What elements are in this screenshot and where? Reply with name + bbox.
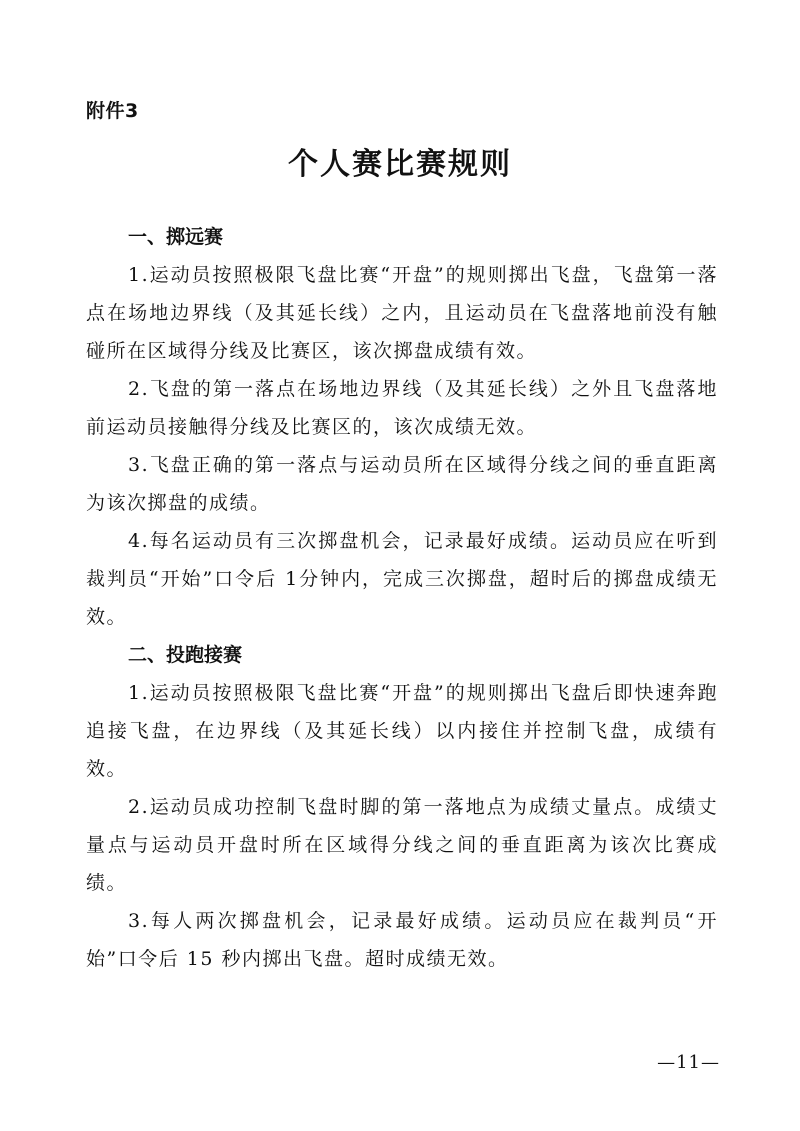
rule-paragraph: 2.飞盘的第一落点在场地边界线（及其延长线）之外且飞盘落地前运动员接触得分线及比赛区的，该次成绩无效。 <box>86 378 718 438</box>
section-throw-run-catch <box>86 636 718 978</box>
page-number: —11— <box>657 1052 720 1073</box>
rule-paragraph: 1.运动员按照极限飞盘比赛“开盘”的规则掷出飞盘后即快速奔跑追接飞盘，在边界线（及其延长线）以内接住并控制飞盘，成绩有效。 <box>86 682 718 780</box>
document-body <box>86 218 718 978</box>
attachment-label: 附件3 <box>86 100 139 122</box>
section-heading: 一、掷远赛 <box>128 226 224 248</box>
rule-paragraph: 2.运动员成功控制飞盘时脚的第一落地点为成绩丈量点。成绩丈量点与运动员开盘时所在区域得分线之间的垂直距离为该次比赛成绩。 <box>86 796 718 894</box>
rule-paragraph: 3.飞盘正确的第一落点与运动员所在区域得分线之间的垂直距离为该次掷盘的成绩。 <box>86 454 718 514</box>
section-throw-distance <box>86 218 718 636</box>
document-title: 个人赛比赛规则 <box>288 147 512 182</box>
section-heading: 二、投跑接赛 <box>128 644 243 666</box>
rule-paragraph: 1.运动员按照极限飞盘比赛“开盘”的规则掷出飞盘，飞盘第一落点在场地边界线（及其延长线）之内，且运动员在飞盘落地前没有触碰所在区域得分线及比赛区，该次掷盘成绩有效。 <box>86 264 718 362</box>
rule-paragraph: 4.每名运动员有三次掷盘机会，记录最好成绩。运动员应在听到裁判员“开始”口令后 1分钟内，完成三次掷盘，超时后的掷盘成绩无效。 <box>86 530 718 628</box>
rule-paragraph: 3.每人两次掷盘机会，记录最好成绩。运动员应在裁判员“开始”口令后 15 秒内掷出飞盘。超时成绩无效。 <box>86 910 718 970</box>
